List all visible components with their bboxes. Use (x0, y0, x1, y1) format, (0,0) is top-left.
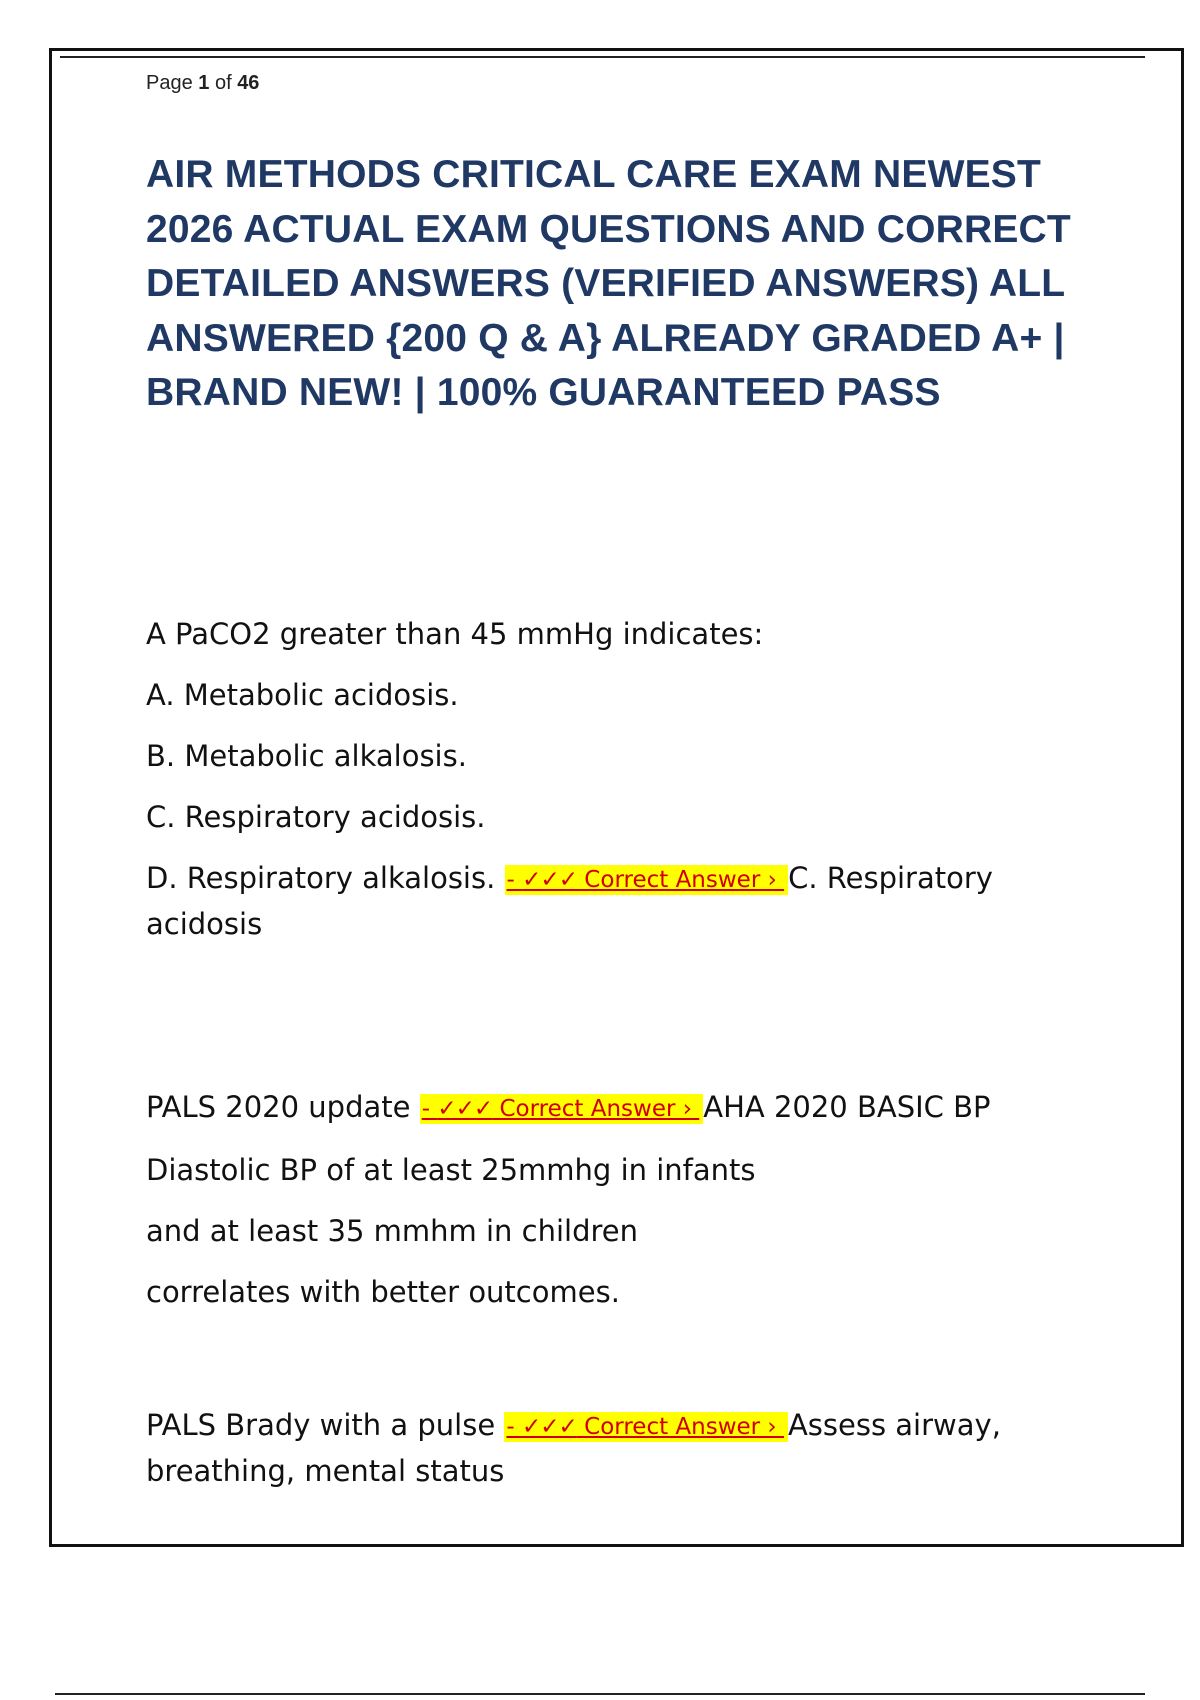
question-1 (146, 612, 1096, 963)
answer-continuation: correlates with better outcomes. (146, 1275, 620, 1309)
option-d (146, 856, 1096, 946)
answer-text: C. Respiratory acidosis (146, 861, 993, 941)
answer-continuation: Diastolic BP of at least 25mmhg in infants (146, 1153, 756, 1187)
page-total: 46 (237, 72, 260, 94)
answer-continuation: and at least 35 mmhm in children (146, 1214, 638, 1248)
correct-answer-marker (420, 1094, 704, 1124)
question-stem-with-answer (146, 1403, 1096, 1493)
footer-rule (55, 1693, 1145, 1695)
page-current: 1 (198, 72, 210, 94)
marker-label: Correct Answer › (576, 1414, 784, 1440)
answer-text: Assess airway, breathing, mental status (146, 1408, 1001, 1488)
answer-text: AHA 2020 BASIC BP (703, 1090, 991, 1124)
option-d-text: D. Respiratory alkalosis. (146, 861, 505, 895)
question-2 (146, 1085, 1096, 1331)
marker-dash: - (506, 1414, 523, 1440)
question-3 (146, 1403, 1096, 1493)
option-c: C. Respiratory acidosis. (146, 800, 486, 834)
correct-answer-marker (505, 865, 789, 895)
question-stem: PALS Brady with a pulse (146, 1408, 505, 1442)
marker-label: Correct Answer › (492, 1096, 700, 1122)
page-content (146, 72, 1096, 1488)
page-label-of: of (209, 72, 238, 94)
page-number (146, 72, 1096, 100)
top-rule (60, 56, 1145, 58)
question-stem: PALS 2020 update (146, 1090, 420, 1124)
checkmark-icon: ✓✓✓ (437, 1096, 493, 1122)
question-stem-with-answer (146, 1085, 1096, 1131)
marker-dash: - (506, 867, 523, 893)
marker-dash: - (421, 1096, 438, 1122)
option-b: B. Metabolic alkalosis. (146, 739, 467, 773)
checkmark-icon: ✓✓✓ (522, 1414, 577, 1440)
marker-label: Correct Answer › (577, 867, 785, 893)
checkmark-icon: ✓✓✓ (522, 867, 577, 893)
correct-answer-marker (504, 1412, 788, 1442)
option-a: A. Metabolic acidosis. (146, 678, 459, 712)
question-stem: A PaCO2 greater than 45 mmHg indicates: (146, 617, 764, 651)
document-title: AIR METHODS CRITICAL CARE EXAM NEWEST 2026 ACTUAL EXAM QUESTIONS AND CORRECT DETAILED ANSWERS (VERIFIED ANSWERS) ALL ANSWERED {200 Q & A} ALREADY GRADED A+ | BRAND NEW! | 100% GUARANTEED PASS (146, 153, 1071, 414)
page-label-prefix: Page (146, 72, 199, 94)
